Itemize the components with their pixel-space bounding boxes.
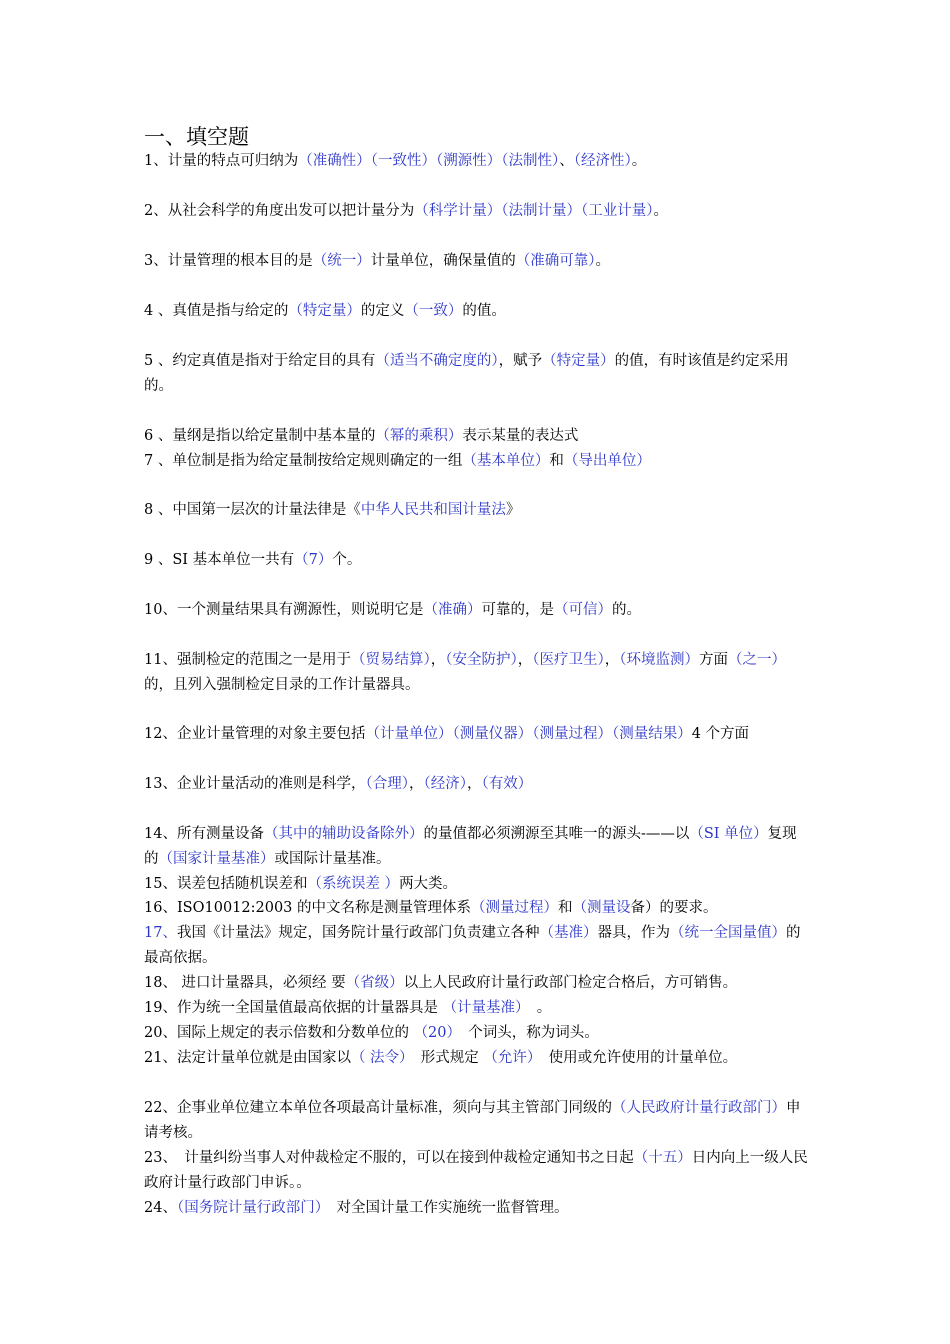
question-text: 。	[653, 203, 668, 219]
answer-text: （法制计量）	[501, 203, 581, 219]
question-14	[144, 822, 808, 872]
answer-text: （计量单位）	[365, 726, 453, 742]
answer-text: （经济）	[423, 776, 467, 792]
answer-text: （十五）	[633, 1150, 692, 1166]
question-12	[144, 722, 808, 747]
question-text: 14、所有测量设备	[144, 826, 264, 842]
question-text: 备）的要求。	[630, 900, 718, 916]
answer-text: （法制性）	[501, 153, 560, 169]
answer-text: （适当不确定度的）	[375, 353, 499, 369]
question-text: 或国际计量基准。	[274, 851, 391, 867]
question-text: 6 、量纲是指以给定量制中基本量的	[144, 428, 376, 444]
question-18	[144, 971, 808, 996]
answer-text: （统一全国量值）	[669, 925, 786, 941]
answer-text: （幂的乘积）	[375, 428, 463, 444]
question-text: 的量值都必须溯源至其唯一的源头-——以	[423, 826, 690, 842]
question-3	[144, 249, 808, 274]
question-text: 。	[522, 1000, 552, 1016]
question-text: 22、企事业单位建立本单位各项最高计量标准，须向与其主管部门同级的	[144, 1100, 612, 1116]
question-text: 和	[549, 453, 564, 469]
question-text: 以上人民政府计量行政部门检定合格后，方可销售。	[403, 975, 738, 991]
answer-text: （国务院计量行政部门）	[176, 1200, 322, 1216]
question-7	[144, 449, 808, 474]
question-text: 我国《计量法》规定，国务院计量行政部门负责建立各种	[176, 925, 540, 941]
answer-text: （科学计量）	[414, 203, 502, 219]
answer-text: （测量过程）	[532, 726, 612, 742]
question-text: 23、 计量纠纷当事人对仲裁检定不服的，可以在接到仲裁检定通知书之日起	[144, 1150, 634, 1166]
question-text: 计量单位，确保量值的	[370, 253, 516, 269]
question-text: 个词头，称为词头。	[453, 1025, 599, 1041]
question-8	[144, 498, 808, 523]
answer-text: （系统误差 ）	[307, 876, 400, 892]
question-1	[144, 149, 808, 174]
question-23	[144, 1146, 808, 1196]
question-text: 19、作为统一全国量值最高依据的计量器具是	[144, 1000, 443, 1016]
question-text: 可靠的，是	[481, 602, 554, 618]
question-text: 3、计量管理的根本目的是	[144, 253, 313, 269]
answer-text: （国家计量基准）	[158, 851, 275, 867]
question-text: 24、	[144, 1200, 177, 1216]
question-6	[144, 424, 808, 449]
question-text: 》	[505, 502, 521, 518]
question-text: 9 、SI 基本单位一共有	[144, 552, 295, 568]
question-text: 形式规定	[406, 1050, 484, 1066]
question-text: 日内向上一级人民政府计量行政部门申诉。。	[144, 1150, 808, 1191]
question-text: 15、误差包括随机误差和	[144, 876, 308, 892]
answer-text: （工业计量）	[580, 203, 654, 219]
question-text: 的定义	[360, 303, 405, 319]
answer-text: （测量仪器）	[452, 726, 533, 742]
answer-text: （有效）	[481, 776, 533, 792]
answer-text: （SI 单位）	[689, 826, 768, 842]
question-text: 的值，有时该值是约定采用的。	[144, 353, 789, 394]
answer-text: （特定量）	[542, 353, 615, 369]
question-text: 8 、中国第一层次的计量法律是《	[144, 502, 361, 518]
question-text: 21、法定计量单位就是由国家以	[144, 1050, 351, 1066]
question-text: 20、国际上规定的表示倍数和分数单位的	[144, 1025, 414, 1041]
answer-text: （统一）	[312, 253, 371, 269]
question-text: 。	[595, 253, 610, 269]
question-text: 的。	[611, 602, 641, 618]
answer-text: （之一）	[727, 652, 786, 668]
answer-text: （7）	[294, 552, 333, 568]
answer-text: （合理）	[365, 776, 409, 792]
answer-text: （安全防护）	[445, 652, 518, 668]
question-22	[144, 1096, 808, 1146]
question-10	[144, 598, 808, 623]
question-text: 。	[631, 153, 647, 169]
answer-text: （医疗卫生）	[532, 652, 605, 668]
answer-text: （一致）	[404, 303, 463, 319]
answer-text: （准确性）	[298, 153, 371, 169]
answer-text: 中华人民共和国计量法	[360, 502, 506, 518]
question-text: ，	[604, 652, 620, 668]
answer-text: （测量结果）	[611, 726, 692, 742]
answer-text: （人民政府计量行政部门）	[611, 1100, 786, 1116]
answer-text: （其中的辅助设备除外）	[263, 826, 424, 842]
answer-text: 17、	[144, 925, 177, 941]
question-text: 方面	[698, 652, 728, 668]
question-text: 12、企业计量管理的对象主要包括	[144, 726, 366, 742]
answer-text: （溯源性）	[435, 153, 502, 169]
question-text: 使用或允许使用的计量单位。	[534, 1050, 738, 1066]
question-text: ，赋予	[498, 353, 543, 369]
question-text: 7 、单位制是指为给定量制按给定规则确定的一组	[144, 453, 463, 469]
question-text: ，	[517, 652, 533, 668]
question-text: 个。	[332, 552, 362, 568]
question-text: 、	[559, 153, 574, 169]
question-11	[144, 648, 808, 698]
question-9	[144, 548, 808, 573]
answer-text: （特定量）	[288, 303, 361, 319]
section-heading: 一、填空题	[144, 125, 249, 149]
question-text: ，	[430, 652, 446, 668]
question-16	[144, 896, 808, 921]
question-text: 18、 进口计量器具，必须经 要	[144, 975, 346, 991]
answer-text: （可信）	[553, 602, 612, 618]
question-text: 表示某量的表达式	[462, 428, 579, 444]
question-text: 1、计量的特点可归纳为	[144, 153, 299, 169]
question-2	[144, 199, 808, 224]
answer-text: （贸易结算）	[350, 652, 431, 668]
question-text: 的最高依据。	[144, 925, 801, 966]
question-text: ，	[466, 776, 482, 792]
question-text: 4 个方面	[691, 726, 750, 742]
question-13	[144, 772, 808, 797]
answer-text: （计量基准）	[442, 1000, 523, 1016]
question-4	[144, 299, 808, 324]
question-15	[144, 872, 808, 897]
answer-text: （准确）	[423, 602, 482, 618]
question-text: 的，且列入强制检定目录的工作计量器具。	[144, 677, 420, 693]
question-text: 13、企业计量活动的准则是科学，	[144, 776, 366, 792]
question-text: 10、一个测量结果具有溯源性，则说明它是	[144, 602, 424, 618]
answer-text: （省级）	[345, 975, 404, 991]
answer-text: （允许）	[483, 1050, 535, 1066]
question-text: 复现的	[144, 826, 797, 867]
question-20	[144, 1021, 808, 1046]
question-text: 器具，作为	[597, 925, 670, 941]
question-text: 2、从社会科学的角度出发可以把计量分为	[144, 203, 415, 219]
question-19	[144, 996, 808, 1021]
question-text: 4 、真值是指与给定的	[144, 303, 289, 319]
answer-text: （测量设	[572, 900, 631, 916]
question-text: 的值。	[462, 303, 506, 319]
question-text: 申请考核。	[144, 1100, 801, 1141]
answer-text: （导出单位）	[563, 453, 651, 469]
answer-text: （测量过程）	[471, 900, 559, 916]
answer-text: （环境监测）	[619, 652, 699, 668]
question-text: 11、强制检定的范围之一是用于	[144, 652, 351, 668]
question-text: 对全国计量工作实施统一监督管理。	[321, 1200, 569, 1216]
answer-text: （基本单位）	[462, 453, 550, 469]
question-24	[144, 1196, 808, 1221]
answer-text: （基准）	[539, 925, 598, 941]
question-text: 和	[558, 900, 573, 916]
answer-text: （ 法令）	[350, 1050, 407, 1066]
question-text: ，	[408, 776, 424, 792]
answer-text: （经济性）	[573, 153, 632, 169]
question-5	[144, 349, 808, 399]
answer-text: （准确可靠）	[515, 253, 596, 269]
question-text: 5 、约定真值是指对于给定目的具有	[144, 353, 376, 369]
answer-text: （20）	[413, 1025, 454, 1041]
question-text: 两大类。	[399, 876, 458, 892]
answer-text: （一致性）	[370, 153, 436, 169]
question-17	[144, 921, 808, 971]
question-21	[144, 1046, 808, 1071]
question-text: 16、ISO10012:2003 的中文名称是测量管理体系	[144, 900, 472, 916]
